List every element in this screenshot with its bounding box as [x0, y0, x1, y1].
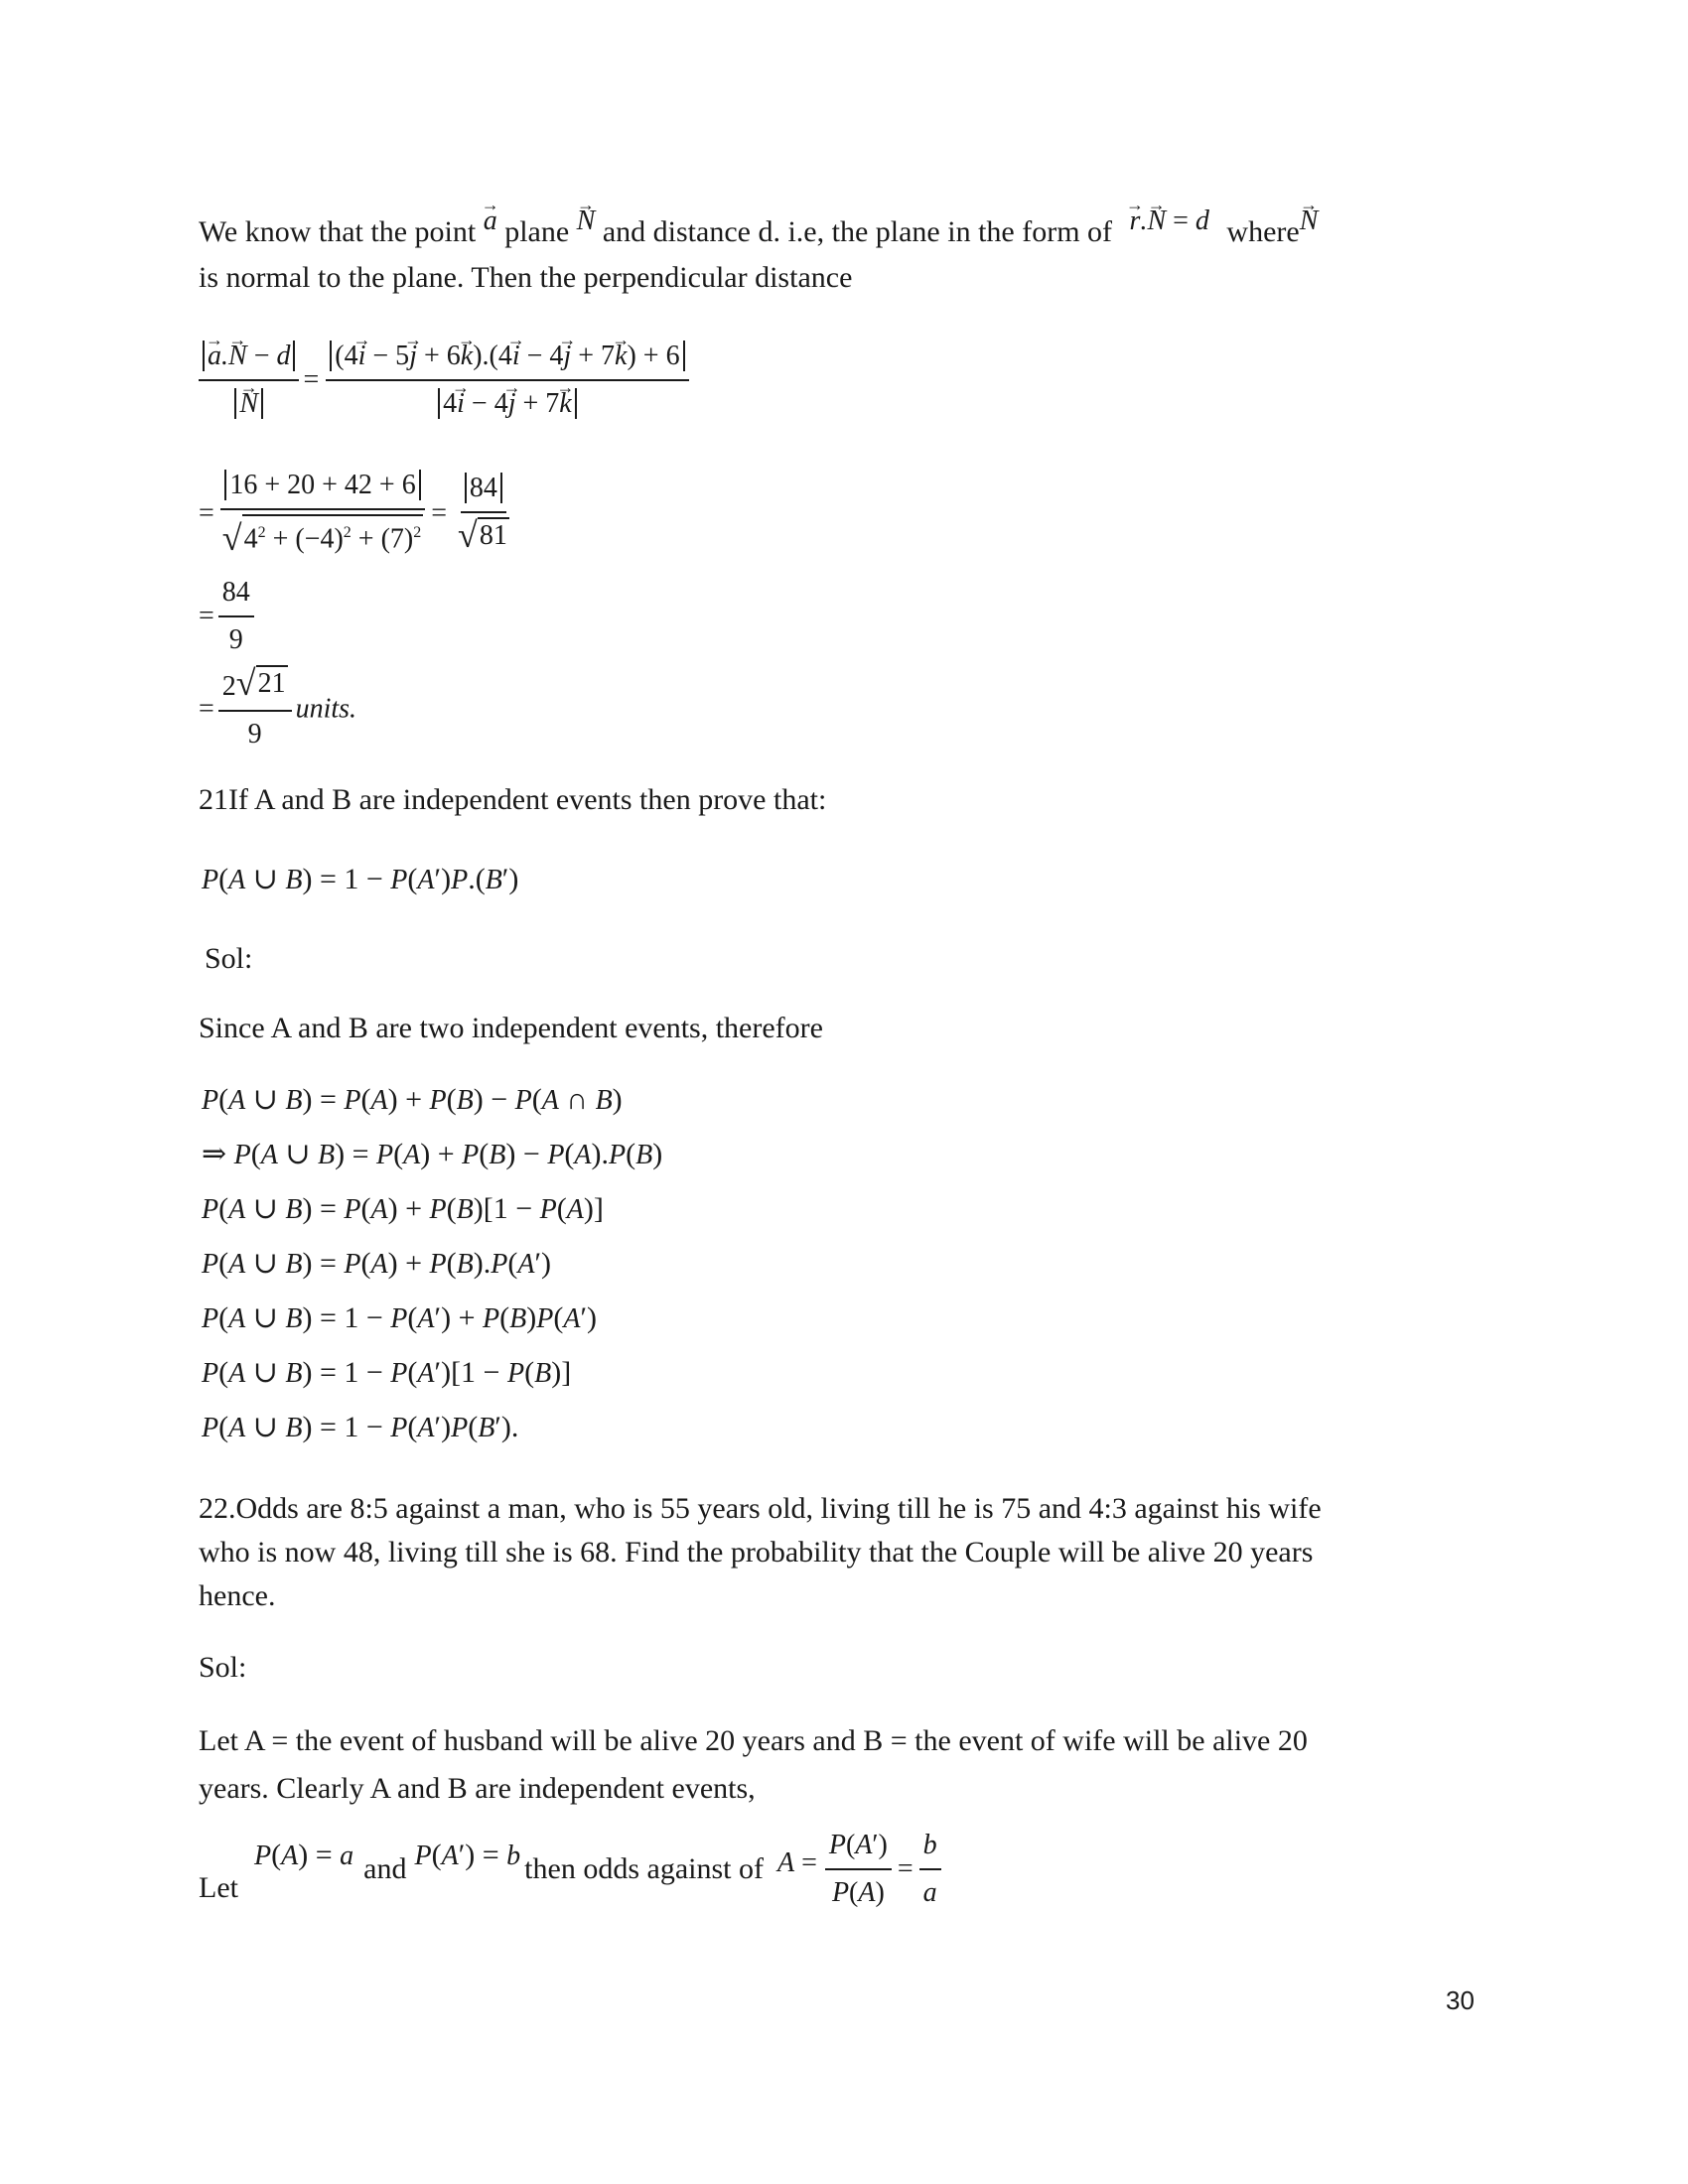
q21-statement: P(A ∪ B) = 1 − P(A′)P.(B′)	[202, 863, 519, 895]
derivation-line-6: P(A ∪ B) = 1 − P(A′)[1 − P(B)]	[202, 1356, 572, 1389]
q22-line-1: 22.Odds are 8:5 against a man, who is 55 years old, living till he is 75 and 4:3 against his wife	[199, 1492, 1322, 1525]
derivation-line-1: P(A ∪ B) = P(A) + P(B) − P(A ∩ B)	[202, 1083, 623, 1116]
distance-fraction-lhs: → a.→ N − d → N	[199, 338, 299, 423]
intro-text-4: where	[1226, 215, 1300, 248]
vector-N-2: → N	[1300, 205, 1319, 236]
intro-text-1: We know that the point	[199, 215, 477, 248]
plane-equation: → r.→ N = d	[1130, 205, 1209, 236]
q21-derivation	[202, 1080, 662, 1462]
derivation-line-3: P(A ∪ B) = P(A) + P(B)[1 − P(A)]	[202, 1192, 604, 1225]
intro-text-3: and distance d. i.e, the plane in the form of	[602, 215, 1113, 248]
derivation-line-2: ⇒ P(A ∪ B) = P(A) + P(B) − P(A).P(B)	[202, 1138, 663, 1170]
distance-step-2: = 16 + 20 + 42 + 6 √ $4^2 + (-4)^2 + (7)^2$ = 84 √ 81	[199, 467, 513, 561]
q21-sol-label: Sol:	[205, 942, 253, 975]
page-number: 30	[1446, 1985, 1475, 2015]
distance-fraction-rhs: $\frac{(4\to i - 5\to j + 6\to k).(4\to i - 4\to j + 7\to k) + 6}{4\to i - 4\to j + 7\to k}$	[326, 338, 688, 423]
q22-then-text: then odds against of	[524, 1852, 764, 1885]
distance-result: = 2 √ 21 9 units.	[199, 663, 357, 750]
intro-line-1	[199, 205, 1319, 255]
distance-step-3: = $\frac{84}{9}$	[199, 574, 254, 659]
vector-N: → N	[577, 205, 596, 236]
derivation-line-5: P(A ∪ B) = 1 − P(A′) + P(B)P(A′)	[202, 1301, 597, 1334]
q22-odds-expression: P(A) = a and P(A′) = b then odds against of A = $\frac{P(A')}{P(A)}$ = $\frac{b}{a}$	[254, 1827, 941, 1912]
derivation-line-7: P(A ∪ B) = 1 − P(A′)P(B′).	[202, 1411, 519, 1443]
q22-let-line-1: Let A = the event of husband will be alive 20 years and B = the event of wife will be alive 20	[199, 1724, 1308, 1757]
derivation-line-4: P(A ∪ B) = P(A) + P(B).P(A′)	[202, 1247, 552, 1280]
q21-since: Since A and B are two independent events, therefore	[199, 1012, 823, 1044]
distance-formula: → a.→ N − d → N = $\frac{(4\to i - 5\to j + 6\to k).(4\to i - 4\to j + 7\to k) + 6}{4\to i - 4\to j + 7\to k}$	[199, 338, 689, 423]
q22-and-word: and	[363, 1852, 407, 1885]
q22-sol-label: Sol:	[199, 1651, 247, 1684]
q22-let-line-2: years. Clearly A and B are independent events,	[199, 1772, 756, 1805]
question-21: 21If A and B are independent events then prove that:	[199, 783, 827, 816]
vector-a: → a	[484, 205, 497, 236]
q22-line-3: hence.	[199, 1579, 276, 1612]
intro-line-2: is normal to the plane. Then the perpendicular distance	[199, 261, 853, 294]
intro-text-2: plane	[504, 215, 570, 248]
q22-let-word: Let	[199, 1871, 238, 1904]
q22-line-2: who is now 48, living till she is 68. Find the probability that the Couple will be alive 20 years	[199, 1536, 1314, 1569]
